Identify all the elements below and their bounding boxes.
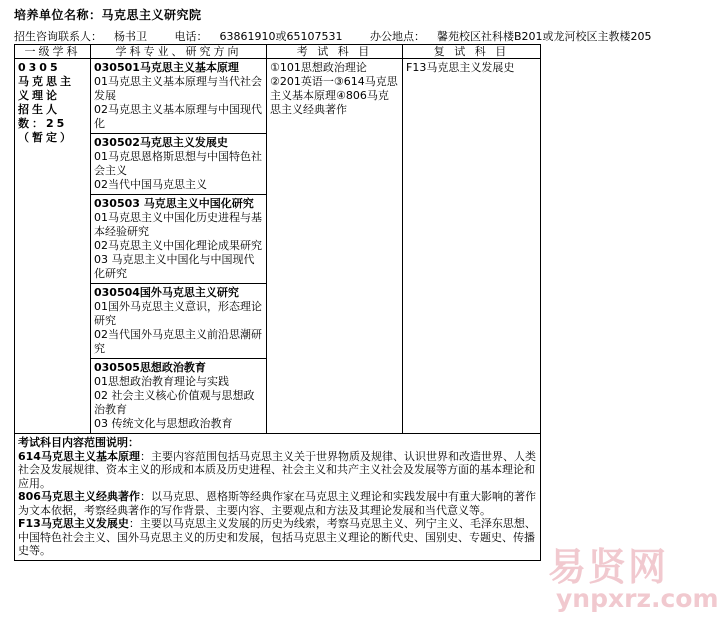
contact-name: 杨书卫 — [114, 30, 147, 43]
unit-name: 马克思主义研究院 — [101, 8, 202, 22]
specialty-cell — [91, 284, 267, 359]
watermark-main-text: 易贤网 — [548, 545, 669, 589]
unit-label: 培养单位名称： — [14, 8, 102, 22]
contact-person — [14, 30, 159, 43]
program-table — [14, 44, 541, 561]
office-label: 办公地点： — [369, 30, 425, 43]
direction-item: 02当代国外马克思主义前沿思潮研究 — [94, 328, 262, 355]
specialty-cell — [91, 195, 267, 284]
scope-item-text: ：主要内容范围包括马克思主义关于世界物质及规律、认识世界和改造世界、人类社会及发展规律、资本主义的形成和本质及历史进程、社会主义和共产主义社会及发展等方面的基本理论和应用。 — [18, 449, 536, 490]
scope-item-text: ：主要以马克思主义发展的历史为线索，考察马克思主义、列宁主义、毛泽东思想、中国特色社会主义、国外马克思主义的历史和发展，包括马克思主义理论的断代史、国别史、专题史、传播史等。 — [18, 517, 536, 557]
discipline-code: 0305 — [18, 61, 61, 74]
discipline-name: 马克思主义理论 — [18, 75, 74, 102]
unit-title — [14, 6, 202, 23]
scope-cell — [15, 434, 541, 561]
specialty-title: 030504国外马克思主义研究 — [94, 286, 239, 299]
direction-item: 02 社会主义核心价值观与思想政治教育 — [94, 389, 255, 416]
direction-item: 01马克思主义基本原理与当代社会发展 — [94, 75, 262, 102]
header-retest-subjects: 复 试 科 目 — [403, 45, 541, 59]
scope-row — [15, 434, 541, 561]
specialty-cell — [91, 359, 267, 434]
watermark-url: ynpxrz.com — [556, 584, 719, 613]
specialty-cell — [91, 134, 267, 195]
enrollment-quota: 招生人数：25 — [18, 103, 68, 130]
phone-number: 63861910或65107531 — [219, 30, 343, 43]
quota-note: （暂定） — [18, 131, 74, 144]
scope-item-name: F13马克思主义发展史 — [18, 517, 129, 530]
contact-label: 招生咨询联系人： — [14, 30, 102, 43]
direction-item: 02马克思主义基本原理与中国现代化 — [94, 103, 262, 130]
direction-item: 03 传统文化与思想政治教育 — [94, 417, 233, 430]
scope-item — [18, 450, 537, 491]
direction-item: 01思想政治教育理论与实践 — [94, 375, 229, 388]
direction-item: 01国外马克思主义意识，形态理论研究 — [94, 300, 262, 327]
direction-item: 02当代中国马克思主义 — [94, 178, 207, 191]
watermark-logo — [548, 536, 719, 620]
scope-item-name: 614马克思主义基本原理 — [18, 449, 140, 463]
scope-item — [18, 490, 537, 517]
specialty-title: 030505思想政治教育 — [94, 361, 206, 374]
retest-subjects-cell — [403, 59, 541, 434]
scope-item — [18, 517, 537, 558]
office-location: 馨苑校区社科楼B201或龙河校区主教楼205 — [436, 30, 652, 43]
header-discipline: 一级学科 — [15, 45, 91, 59]
header-exam-subjects: 考 试 科 目 — [267, 45, 403, 59]
office-info — [370, 30, 664, 43]
specialty-title: 030503 马克思主义中国化研究 — [94, 197, 254, 210]
scope-item-name: 806马克思主义经典著作 — [18, 490, 140, 503]
exam-subjects-cell — [267, 59, 403, 434]
retest-subjects: F13马克思主义发展史 — [406, 61, 515, 74]
direction-item: 03 马克思主义中国化与中国现代化研究 — [94, 253, 255, 280]
header-specialty: 学科专业、研究方向 — [91, 45, 267, 59]
table-row — [15, 59, 541, 134]
specialty-title: 030502马克思主义发展史 — [94, 136, 228, 149]
direction-item: 02马克思主义中国化理论成果研究 — [94, 239, 262, 252]
direction-item: 01马克思恩格斯思想与中国特色社会主义 — [94, 150, 262, 177]
phone-label: 电话： — [174, 30, 208, 43]
scope-item-text: ：以马克思、恩格斯等经典作家在马克思主义理论和实践发展中有重大影响的著作为文本依据，考察经典著作的写作背景、主要内容、主要观点和方法及其理论发展和当代意义等。 — [18, 490, 536, 517]
phone-info — [175, 30, 355, 43]
specialty-title: 030501马克思主义基本原理 — [94, 61, 239, 74]
discipline-cell — [15, 59, 91, 434]
exam-subjects: ①101思想政治理论 ②201英语一③614马克思主义基本原理④806马克思主义经典著作 — [270, 61, 398, 116]
table-header-row — [15, 45, 541, 59]
contact-info — [14, 28, 664, 44]
scope-title: 考试科目内容范围说明： — [18, 436, 139, 449]
direction-item: 01马克思主义中国化历史进程与基本经验研究 — [94, 211, 262, 238]
specialty-cell — [91, 59, 267, 134]
